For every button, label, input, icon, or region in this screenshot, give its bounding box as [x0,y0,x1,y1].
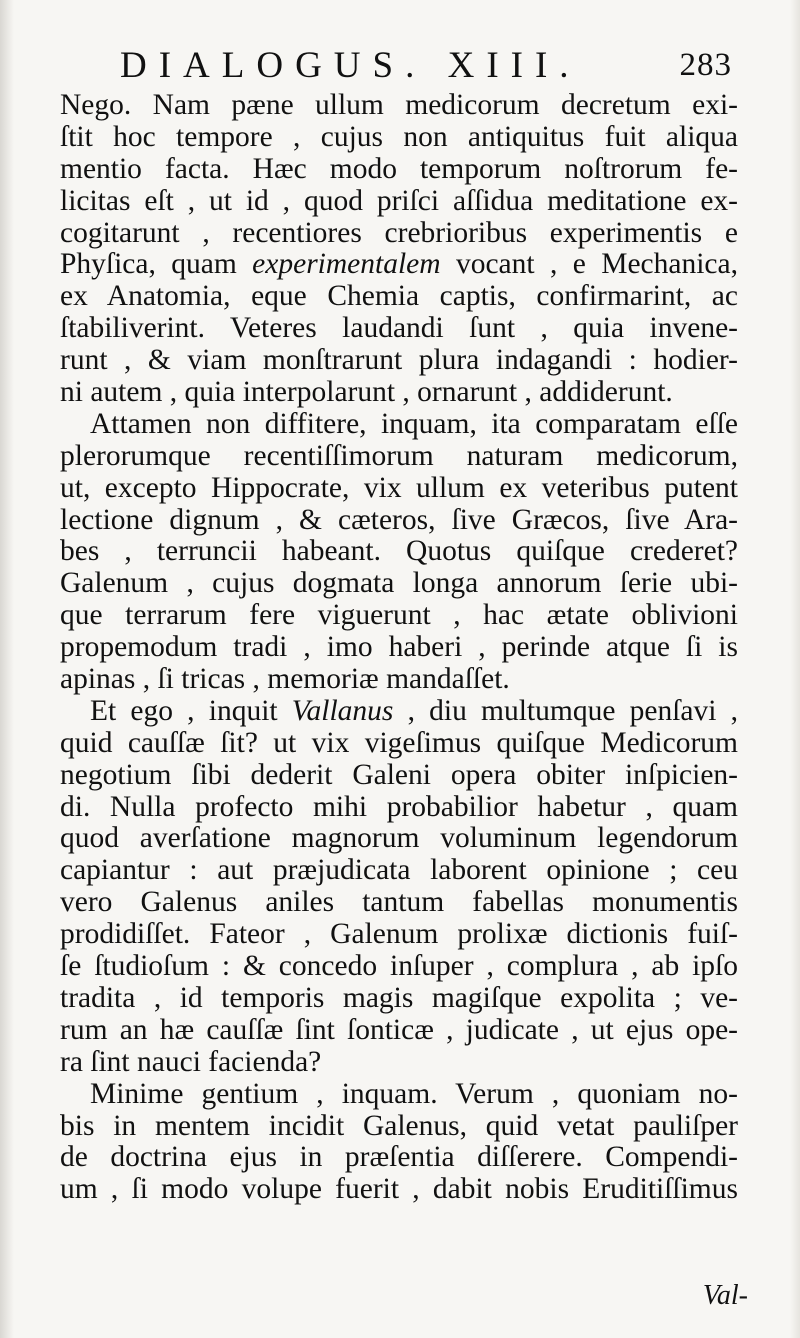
text-line: capiantur : aut præjudicata laborent opinione ; ceu [60,854,738,887]
text-line: ni autem , quia interpolarunt , ornarunt , addiderunt. [60,376,673,409]
text-line: Minime gentium , inquam. Verum , quoniam no- [90,1077,738,1110]
text-line: Attamen non diffitere, inquam, ita comparatam eſſe [90,407,738,440]
text-line: licitas eſt , ut id , quod priſci aſſidua meditatione ex- [60,184,738,217]
text-line: ra ſint nauci facienda? [60,1045,322,1078]
page-header [60,40,740,90]
text-line: quod averſatione magnorum voluminum legendorum [60,822,738,855]
text-line: ſtit hoc tempore , cujus non antiquitus fuit aliqua [60,120,738,153]
text-line: di. Nulla profecto mihi probabilior habetur , quam [60,790,738,823]
text-line: que terrarum fere viguerunt , hac ætate oblivioni [60,599,738,632]
text-line: ſtabiliverint. Veteres laudandi ſunt , quia invene- [60,312,738,345]
text-line: de doctrina ejus in præſentia diſſerere. Compendi- [60,1141,738,1174]
text-line: cogitarunt , recentiores crebrioribus experimentis e [60,216,738,249]
text-line: plerorumque recentiſſimorum naturam medicorum, [60,439,738,472]
text-line: um , ſi modo volupe fuerit , dabit nobis Eruditiſſimus [60,1173,738,1206]
text-line: vero Galenus aniles tantum fabellas monumentis [60,886,738,919]
text-line: runt , & viam monſtrarunt plura indagandi : hodier- [60,344,738,377]
text-line: propemodum tradi , imo haberi , perinde atque ſi is [60,631,738,664]
text-line: mentio facta. Hæc modo temporum noſtrorum fe- [60,152,738,185]
running-title: DIALOGUS. XIII. [120,44,581,86]
text-line: bis in mentem incidit Galenus, quid vetat pauliſper [60,1109,738,1142]
text-line: lectione dignum , & cæteros, ſive Græcos, ſive Ara- [60,503,738,536]
paragraph-1 [60,90,738,409]
text-line: bes , terruncii habeant. Quotus quiſque crederet? [60,535,738,568]
paragraph-4 [60,1079,738,1207]
text-line: apinas , ſi tricas , memoriæ mandaſſet. [60,663,510,696]
text-line: prodidiſſet. Fateor , Galenum prolixæ dictionis fuiſ- [60,918,738,951]
text-line: Et ego , inquit Vallanus , diu multumque penſavi , [90,694,738,727]
body-text [60,90,738,1206]
catchword: Val- [702,1280,748,1311]
page-number: 283 [679,46,732,83]
text-line: Galenum , cujus dogmata longa annorum ſerie ubi- [60,567,738,600]
text-line: ut, excepto Hippocrate, vix ullum ex veteribus putent [60,471,738,504]
text-line: Nego. Nam pæne ullum medicorum decretum exi- [60,89,738,121]
text-line: tradita , id temporis magis magiſque expolita ; ve- [60,981,738,1014]
paragraph-2 [60,409,738,696]
text-line: negotium ſibi dederit Galeni opera obiter inſpicien- [60,758,738,791]
text-line: quid cauſſæ ſit? ut vix vigeſimus quiſque Medicorum [60,726,738,759]
text-line: ſe ſtudioſum : & concedo inſuper , complura , ab ipſo [60,950,738,983]
paragraph-3 [60,696,738,1079]
text-line: ex Anatomia, eque Chemia captis, confirmarint, ac [60,280,738,313]
text-line: rum an hæ cauſſæ ſint ſonticæ , judicate , ut ejus ope- [60,1013,738,1046]
text-line: Phyſica, quam experimentalem vocant , e Mechanica, [60,248,738,281]
